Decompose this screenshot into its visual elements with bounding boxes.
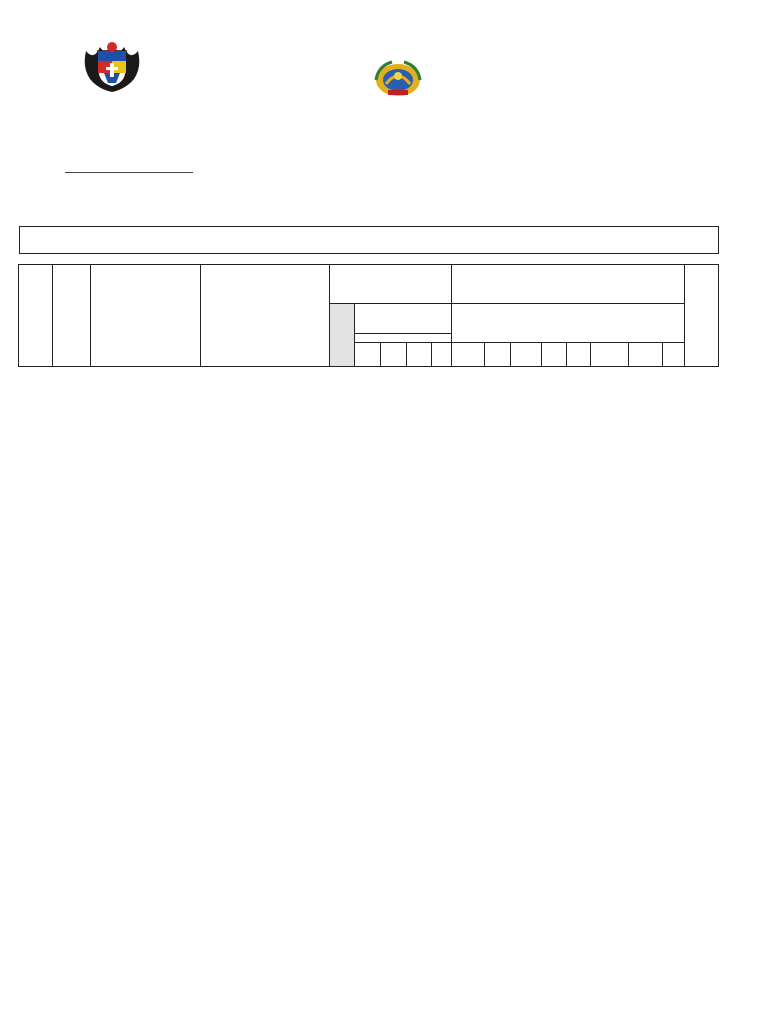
col-registada: [629, 343, 663, 367]
col-name: [91, 265, 201, 367]
col-n2: [407, 343, 432, 367]
col-nascimento: [511, 343, 542, 367]
col-justificadas: [355, 304, 452, 334]
col-n1b: [381, 343, 407, 367]
col-faltas-desc: [685, 265, 719, 367]
col-n3: [432, 343, 452, 367]
angola-coat-of-arms-icon: [372, 58, 424, 98]
col-luto: [567, 343, 591, 367]
col-category: [201, 265, 330, 367]
col-parto: [485, 343, 511, 367]
document-title-box: [19, 226, 719, 254]
col-casamento: [542, 343, 567, 367]
col-licencas: [452, 265, 685, 304]
col-agent: [53, 265, 91, 367]
col-limitado: [663, 343, 685, 367]
effectiveness-table: [18, 264, 719, 367]
col-licenca: [452, 304, 685, 343]
school-emblem-icon: [80, 37, 144, 93]
col-n1a: [355, 343, 381, 367]
col-injustificadas: [330, 304, 355, 367]
col-disciplina: [591, 343, 629, 367]
col-doenca: [452, 343, 485, 367]
col-n: [19, 265, 53, 367]
col-art: [355, 334, 452, 343]
col-faltas: [330, 265, 452, 304]
signature-line: [65, 172, 193, 173]
